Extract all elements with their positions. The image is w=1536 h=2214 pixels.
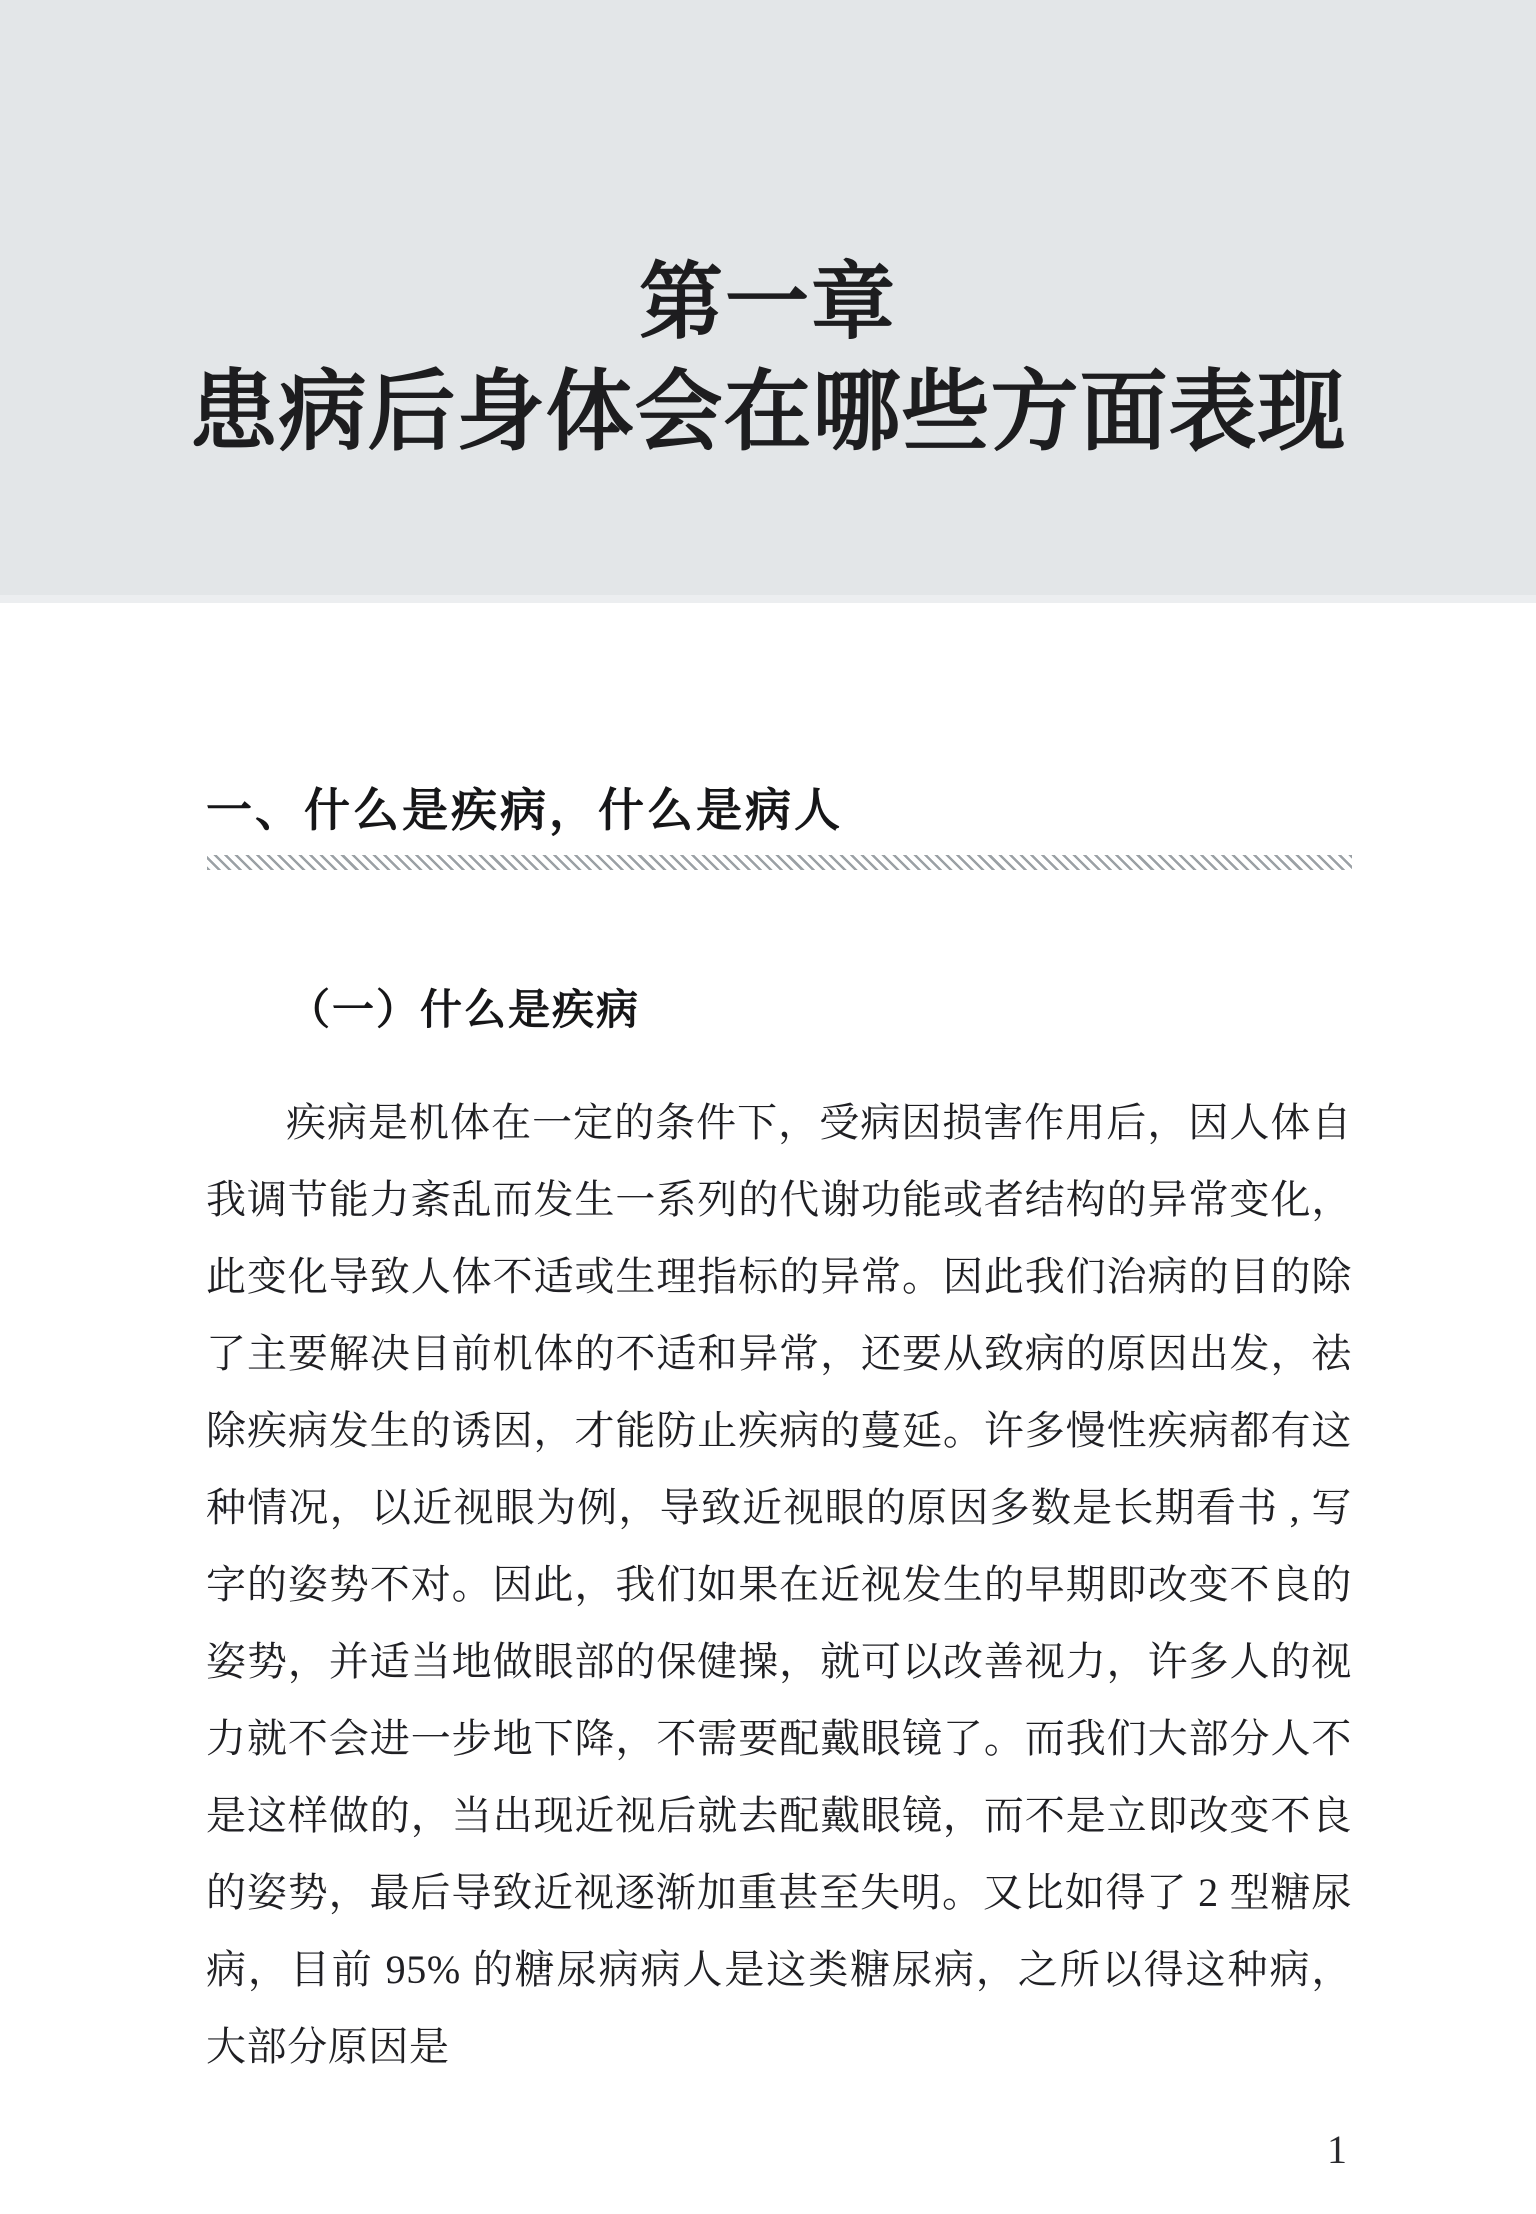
page-number: 1 bbox=[1327, 2127, 1347, 2172]
section-heading: 一、什么是疾病，什么是病人 bbox=[206, 784, 843, 836]
chapter-number: 第一章 bbox=[638, 255, 897, 349]
chapter-title: 患病后身体会在哪些方面表现 bbox=[189, 362, 1347, 461]
subsection-heading: （一）什么是疾病 bbox=[288, 988, 641, 1034]
hatch-divider bbox=[207, 855, 1352, 870]
body-paragraph: 疾病是机体在一定的条件下，受病因损害作用后，因人体自我调节能力紊乱而发生一系列的代谢功能或者结构的异常变化，此变化导致人体不适或生理指标的异常。因此我们治病的目的除了主要解决目前机体的不适和异常，还要从致病的原因出发，祛除疾病发生的诱因，才能防止疾病的蔓延。许多慢性疾病都有这种情况，以近视眼为例，导致近视眼的原因多数是长期看书 , 写字的姿势不对。因此，我们如果在近视发生的早期即改变不良的姿势，并适当地做眼部的保健操，就可以改善视力，许多人的视力就不会进一步地下降，不需要配戴眼镜了。而我们大部分人不是这样做的，当出现近视后就去配戴眼镜，而不是立即改变不良的姿势，最后导致近视逐渐加重甚至失明。又比如得了 2 型糖尿病，目前 95% 的糖尿病病人是这类糖尿病，之所以得这种病，大部分原因是 bbox=[206, 1100, 1352, 2069]
chapter-header-band bbox=[0, 0, 1536, 603]
